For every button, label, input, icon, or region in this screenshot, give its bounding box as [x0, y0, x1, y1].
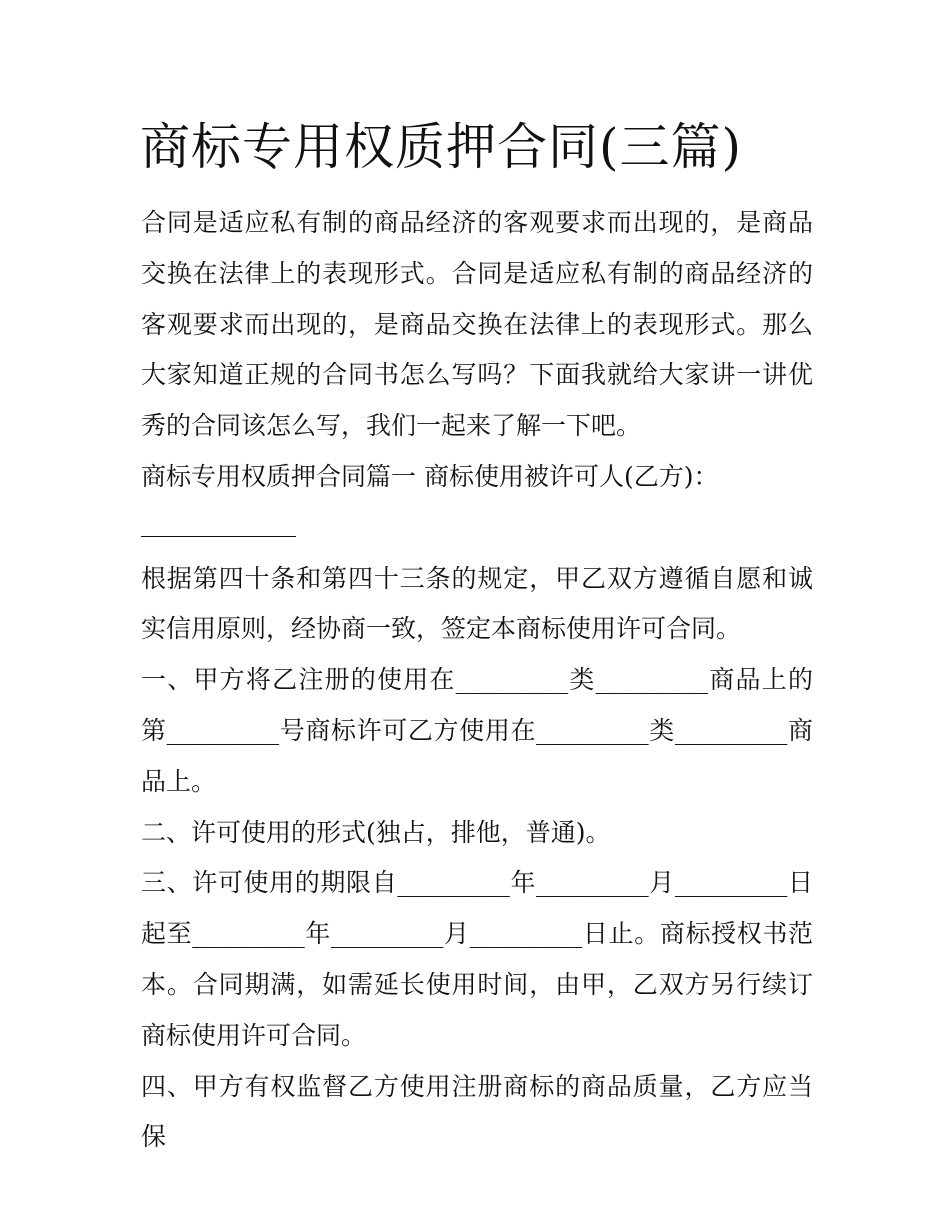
signature-blank-line: [141, 503, 813, 554]
preamble-paragraph: 根据第四十条和第四十三条的规定，甲乙双方遵循自愿和诚实信用原则，经协商一致，签定本商标使用许可合同。: [141, 563, 813, 644]
document-body: [141, 198, 813, 1163]
clause-one: 一、甲方将乙注册的使用在_________类_________商品上的第_________号商标许可乙方使用在_________类_________商品上。: [141, 665, 813, 796]
blank-underline: [141, 536, 296, 537]
document-title: 商标专用权质押合同(三篇): [140, 118, 743, 176]
clause-three: 三、许可使用的期限自_________年_________月_________日起至_________年_________月_________日止。商标授权书范本。合同期满，如需延长使用时间，由甲，乙双方另行续订商标使用许可合同。: [141, 868, 813, 1050]
clause-two: 二、许可使用的形式(独占，排他，普通)。: [141, 817, 611, 847]
clause-four: 四、甲方有权监督乙方使用注册商标的商品质量，乙方应当保: [141, 1071, 813, 1152]
section-one-heading: 商标专用权质押合同篇一 商标使用被许可人(乙方)：: [141, 461, 719, 491]
intro-paragraph: 合同是适应私有制的商品经济的客观要求而出现的，是商品交换在法律上的表现形式。合同是适应私有制的商品经济的客观要求而出现的，是商品交换在法律上的表现形式。那么大家知道正规的合同书怎么写吗？下面我就给大家讲一讲优秀的合同该怎么写，我们一起来了解一下吧。: [141, 208, 813, 441]
